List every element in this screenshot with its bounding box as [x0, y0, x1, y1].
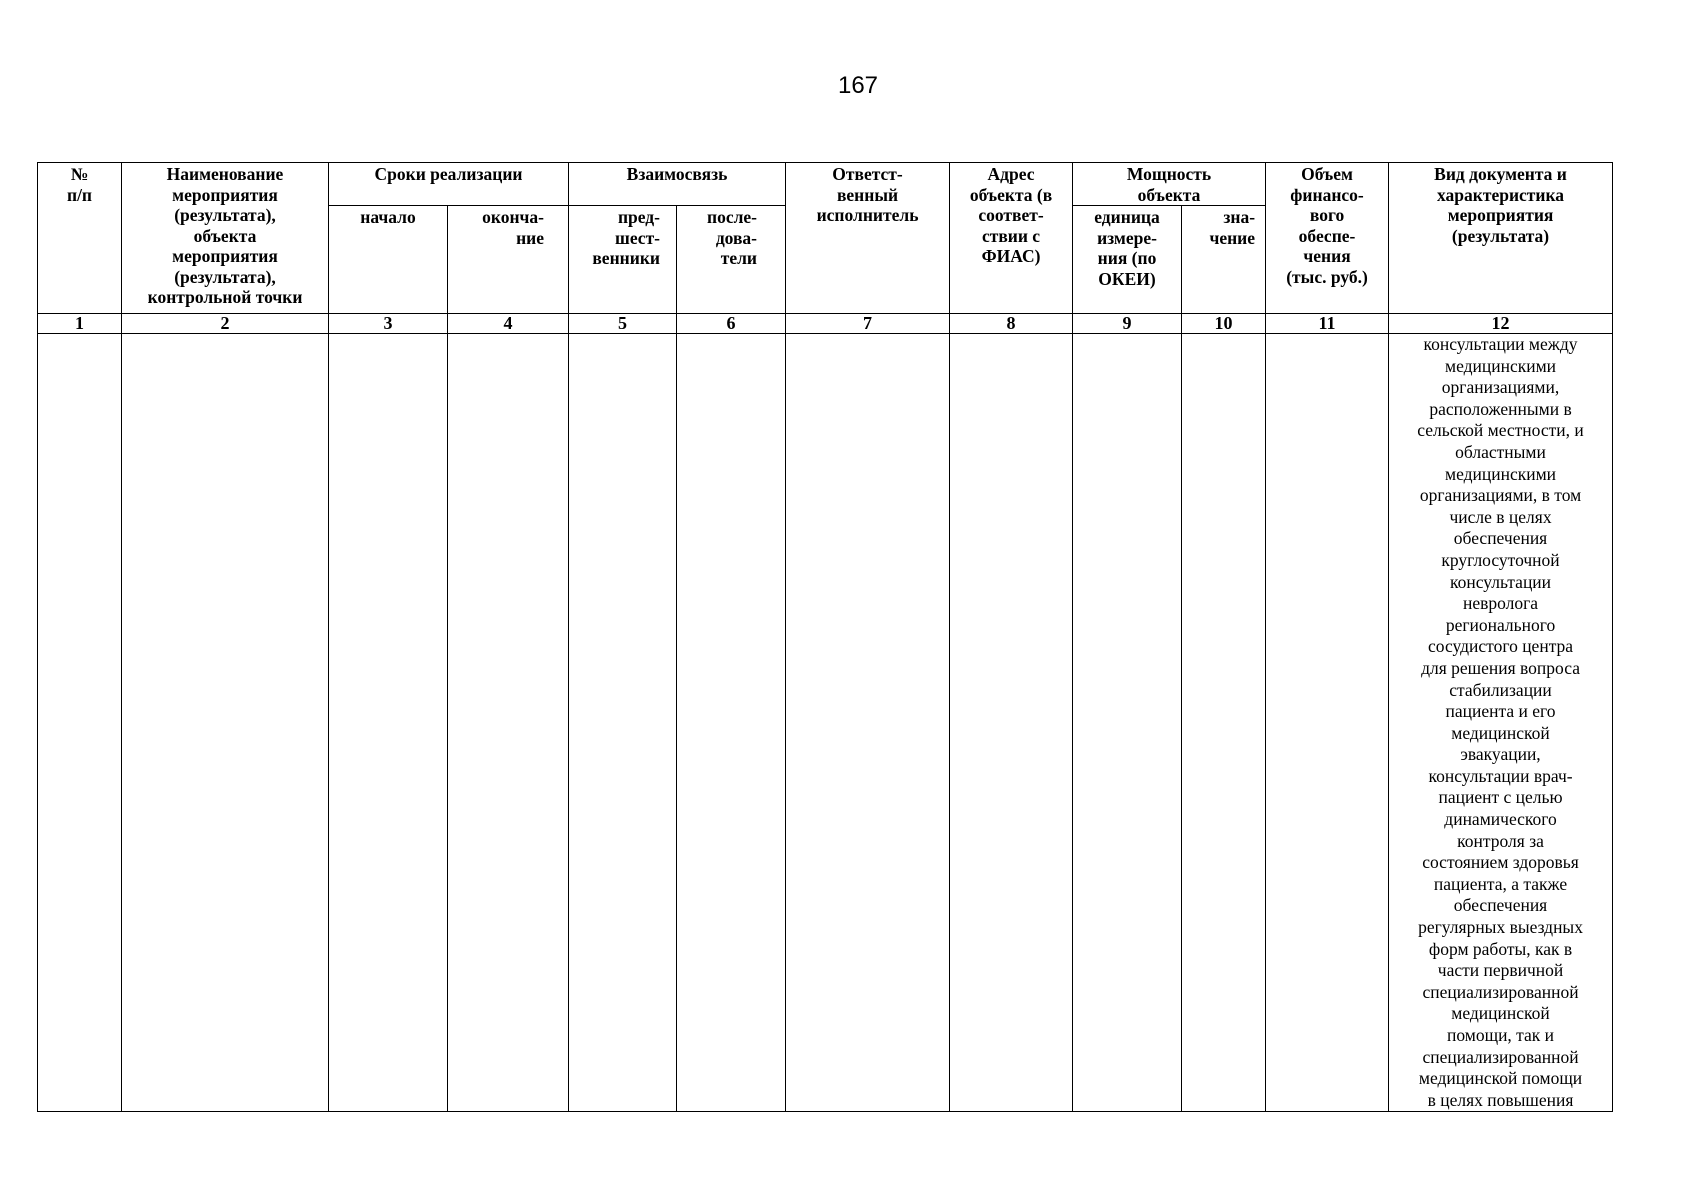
column-number-row [38, 314, 1613, 334]
column-number: 1 [38, 314, 122, 334]
table-row [38, 334, 1613, 1112]
header-address: Адрес объекта (в соответ- ствии с ФИАС) [950, 163, 1073, 314]
page-number: 167 [837, 72, 879, 99]
header-timing: Сроки реализации [329, 163, 569, 206]
header-doc-type: Вид документа и характеристика мероприятия (результата) [1389, 163, 1613, 314]
header-num: № п/п [38, 163, 122, 314]
column-number: 4 [448, 314, 569, 334]
cell-num [38, 334, 122, 1112]
cell-doc-type-description: консультации между медицинскими организациями, расположенными в сельской местности, и областными медицинскими организациями, в том числе в целях обеспечения круглосуточной консультации невролога регионального сосудистого центра для решения вопроса стабилизации пациента и его медицинской эвакуации, консультации врач- пациент с целью динамического контроля за состоянием здоровья пациента, а также обеспечения регулярных выездных форм работы, как в части первичной специализированной медицинской помощи, так и специализированной медицинской помощи в целях повышения [1389, 334, 1613, 1112]
header-funding: Объем финансо- вого обеспе- чения (тыс. руб.) [1266, 163, 1389, 314]
cell-timing-end [448, 334, 569, 1112]
cell-address [950, 334, 1073, 1112]
header-row-1 [38, 163, 1613, 206]
column-number: 10 [1182, 314, 1266, 334]
column-number: 8 [950, 314, 1073, 334]
cell-relation-succ [677, 334, 786, 1112]
column-number: 11 [1266, 314, 1389, 334]
column-number: 12 [1389, 314, 1613, 334]
column-number: 2 [122, 314, 329, 334]
column-number: 9 [1073, 314, 1182, 334]
column-number: 3 [329, 314, 448, 334]
plan-table [37, 162, 1613, 1112]
cell-name [122, 334, 329, 1112]
header-capacity-unit: единица измере- ния (по ОКЕИ) [1073, 206, 1182, 314]
header-capacity: Мощность объекта [1073, 163, 1266, 206]
cell-capacity-value [1182, 334, 1266, 1112]
header-timing-end: оконча- ние [448, 206, 569, 314]
table-header [38, 163, 1613, 314]
column-number: 5 [569, 314, 677, 334]
header-name: Наименование мероприятия (результата), объекта мероприятия (результата), контрольной точки [122, 163, 329, 314]
header-responsible: Ответст- венный исполнитель [786, 163, 950, 314]
cell-responsible [786, 334, 950, 1112]
cell-relation-pred [569, 334, 677, 1112]
header-relation: Взаимосвязь [569, 163, 786, 206]
column-number: 6 [677, 314, 786, 334]
column-number: 7 [786, 314, 950, 334]
header-timing-start: начало [329, 206, 448, 314]
cell-timing-start [329, 334, 448, 1112]
header-relation-succ: после- дова- тели [677, 206, 786, 314]
header-capacity-value: зна- чение [1182, 206, 1266, 314]
cell-funding [1266, 334, 1389, 1112]
cell-capacity-unit [1073, 334, 1182, 1112]
header-relation-pred: пред- шест- венники [569, 206, 677, 314]
